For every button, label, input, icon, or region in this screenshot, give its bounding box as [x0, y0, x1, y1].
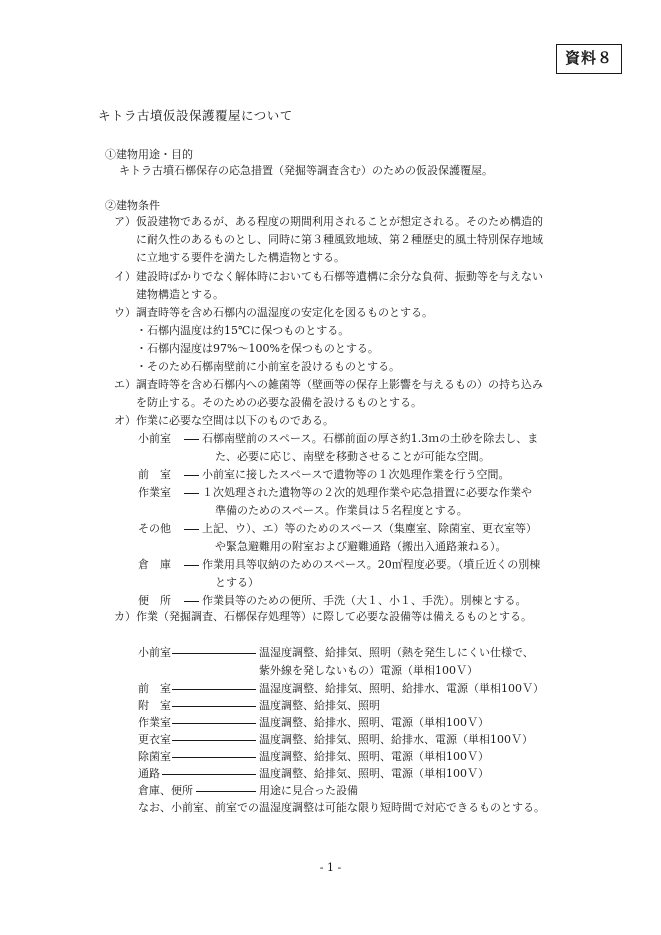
equipment-spec: 温湿度調整、給排気、照明（熱を発生しにくい仕様で、: [259, 646, 534, 659]
item-line: 仮設建物であるが、ある程度の期間利用されることが想定される。そのため構造的: [136, 215, 543, 228]
equipment-spec: 温度調整、給排水、照明、電源（単相100Ｖ）: [259, 716, 489, 729]
item-marker: オ）: [114, 414, 136, 427]
space-leader-line: [184, 601, 199, 602]
equipment-spec: 温度調整、給排気、照明: [259, 699, 380, 712]
space-desc: とする）: [215, 576, 259, 589]
equipment-spec: 用途に見合った設備: [259, 784, 358, 797]
space-leader-line: [184, 439, 199, 440]
space-leader-line: [184, 493, 199, 494]
document-label-box: 資料８: [556, 44, 622, 74]
space-name: 前 室: [138, 468, 171, 481]
space-desc: 準備のためのスペース。作業員は５名程度とする。: [215, 504, 468, 517]
equipment-leader-line: [172, 706, 256, 707]
space-leader-line: [184, 529, 199, 530]
space-desc: た、必要に応じ、南壁を移動させることが可能な空間。: [215, 450, 490, 463]
item-line: 調査時等を含め石槨内の温湿度の安定化を図るものとする。: [136, 306, 433, 319]
equipment-spec: 温度調整、給排気、照明、電源（単相100Ｖ）: [259, 750, 489, 763]
space-desc: 作業用具等収納のためのスペース。20㎡程度必要。（墳丘近くの別棟: [202, 558, 541, 571]
item-marker: エ）: [114, 378, 136, 391]
equipment-spec: 温度調整、給排気、照明、電源（単相100Ｖ）: [259, 767, 489, 780]
space-desc: 上記、ウ）、エ）等のためのスペース（集塵室、除菌室、更衣室等）: [202, 522, 537, 535]
item-line: 調査時等を含め石槨内への雑菌等（壁画等の保存上影響を与えるもの）の持ち込み: [136, 378, 543, 391]
bullet-line: ・石槨内温度は約15℃に保つものとする。: [136, 324, 350, 337]
space-leader-line: [184, 475, 199, 476]
equipment-leader-line: [162, 774, 256, 775]
item-marker: イ）: [114, 270, 136, 283]
item-marker: カ）: [114, 610, 136, 623]
bullet-line: ・石槨内湿度は97%～100%を保つものとする。: [136, 342, 379, 355]
space-desc: １次処理された遺物等の２次的処理作業や応急措置に必要な作業や: [202, 486, 532, 499]
space-desc: や緊急避難用の附室および避難通路（搬出入通路兼ねる）。: [215, 540, 507, 553]
space-leader-line: [184, 565, 199, 566]
equipment-room: 作業室: [138, 716, 171, 729]
equipment-leader-line: [172, 723, 256, 724]
equipment-spec: 紫外線を発しないもの）電源（単相100Ｖ）: [259, 664, 478, 677]
item-line: 建設時ばかりでなく解体時においても石槨等遺構に余分な負荷、振動等を与えない: [136, 270, 543, 283]
item-line: を防止する。そのための必要な設備を設けるものとする。: [136, 396, 422, 409]
equipment-room: 通路: [138, 767, 160, 780]
equipment-leader-line: [172, 740, 256, 741]
equipment-room: 前 室: [138, 682, 171, 695]
item-line: 作業に必要な空間は以下のものである。: [136, 414, 334, 427]
equipment-spec: 温湿度調整、給排気、照明、給排水、電源（単相100Ｖ）: [259, 682, 544, 695]
equipment-room: 更衣室: [138, 733, 171, 746]
section-heading-conditions: ②建物条件: [105, 199, 160, 212]
space-desc: 石槨南壁前のスペース。石槨前面の厚さ約1.3ｍの土砂を除去し、ま: [202, 432, 539, 445]
section-heading-purpose: ①建物用途・目的: [105, 148, 193, 161]
space-name: 作業室: [138, 486, 171, 499]
item-line: に立地する要件を満たした構造物とする。: [136, 251, 345, 264]
closing-note: なお、小前室、前室での温湿度調整は可能な限り短時間で対応できるものとする。: [138, 801, 545, 814]
section-body-purpose: キトラ古墳石槨保存の応急措置（発掘等調査含む）のための仮設保護覆屋。: [119, 164, 493, 177]
equipment-spec: 温度調整、給排気、照明、給排水、電源（単相100Ｖ）: [259, 733, 533, 746]
space-name: 便 所: [138, 594, 171, 607]
page-number: - 1 -: [319, 861, 342, 874]
space-name: 小前室: [138, 432, 171, 445]
space-desc: 小前室に接したスペースで遺物等の１次処理作業を行う空間。: [202, 468, 510, 481]
space-name: 倉 庫: [138, 558, 171, 571]
equipment-leader-line: [172, 653, 256, 654]
equipment-leader-line: [196, 791, 256, 792]
item-line: 作業（発掘調査、石槨保存処理等）に際して必要な設備等は備えるものとする。: [136, 610, 532, 623]
equipment-room: 小前室: [138, 646, 171, 659]
document-title: キトラ古墳仮設保護覆屋について: [98, 108, 293, 123]
equipment-leader-line: [172, 757, 256, 758]
equipment-leader-line: [172, 689, 256, 690]
item-marker: ア）: [114, 215, 136, 228]
item-line: に耐久性のあるものとし、同時に第３種風致地域、第２種歴史的風土特別保存地域: [136, 233, 543, 246]
item-marker: ウ）: [114, 306, 136, 319]
space-name: その他: [138, 522, 171, 535]
equipment-room: 附 室: [138, 699, 171, 712]
equipment-room: 除菌室: [138, 750, 171, 763]
bullet-line: ・そのため石槨南壁前に小前室を設けるものとする。: [136, 360, 400, 373]
space-desc: 作業員等のための便所、手洗（大１、小１、手洗）。別棟とする。: [202, 594, 527, 607]
item-line: 建物構造とする。: [136, 288, 224, 301]
equipment-room: 倉庫、便所: [138, 784, 193, 797]
